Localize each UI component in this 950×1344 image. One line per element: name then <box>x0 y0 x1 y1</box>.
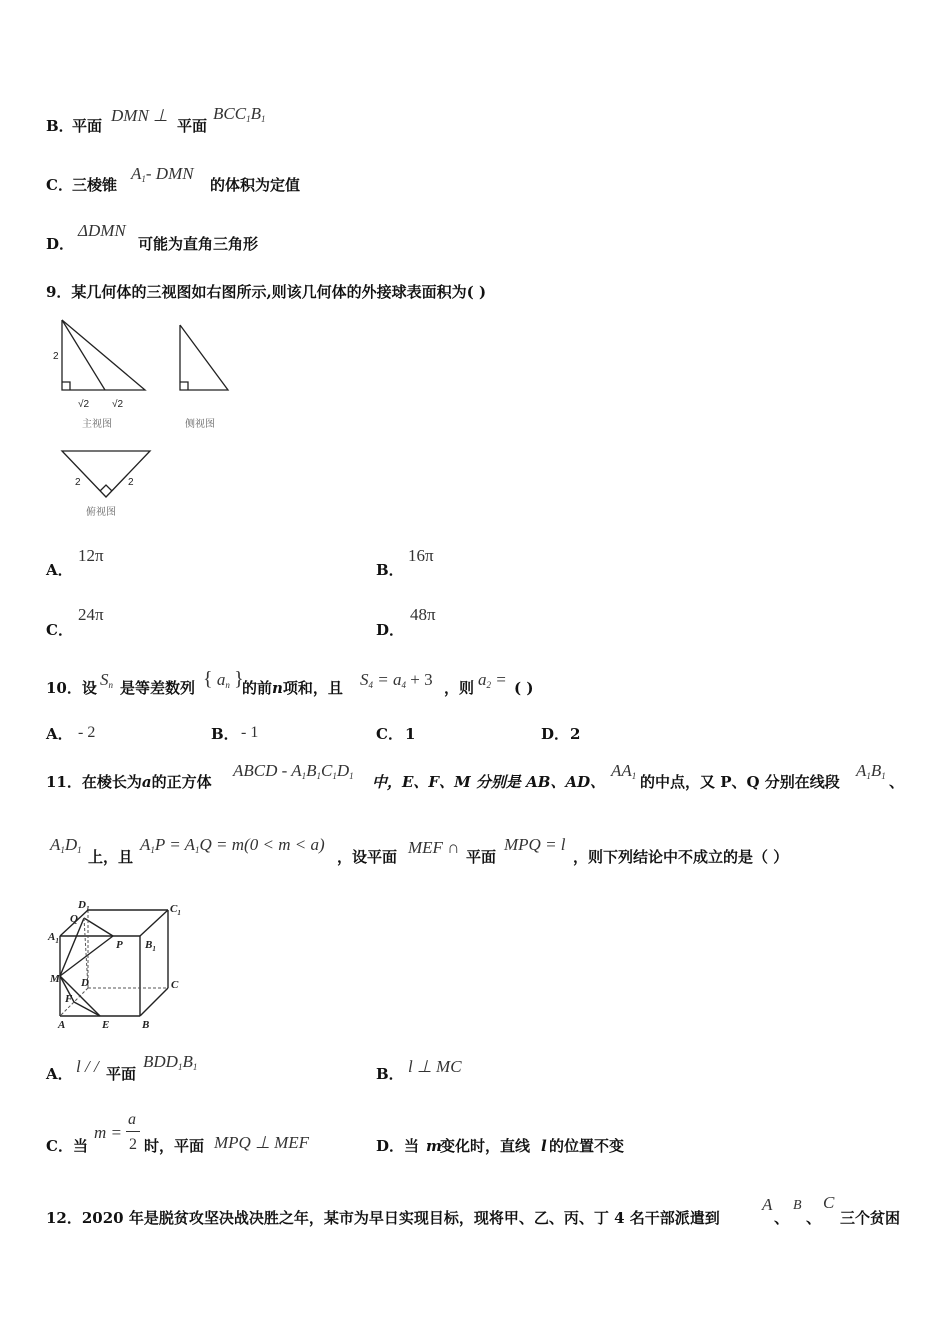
math: l ⊥ MC <box>408 1057 462 1076</box>
front-base-left-label: √2 <box>78 399 90 410</box>
text: 平面 <box>106 1065 137 1083</box>
text: 的位置不变 <box>549 1137 625 1155</box>
math: 12π <box>78 546 104 565</box>
front-height-label: 2 <box>53 351 59 362</box>
var-m: m <box>426 1137 442 1155</box>
vertex-c1: $C_1$ <box>170 903 181 917</box>
math: $BDD_1B_1$ <box>143 1052 198 1072</box>
text: 平面 <box>177 117 208 135</box>
var-l: l <box>541 1137 547 1155</box>
point-p: P <box>116 939 123 951</box>
top-view <box>62 451 150 497</box>
math: $BCC_1B_1$ <box>213 104 266 124</box>
point-f: F <box>65 993 73 1005</box>
option-value: 2 <box>570 725 581 743</box>
side-view-caption: 侧视图 <box>185 419 215 430</box>
option-label: C． <box>376 725 403 743</box>
text: 平面 <box>72 117 103 135</box>
vertex-d1: $D_1$ <box>78 899 90 913</box>
top-right-label: 2 <box>128 477 134 488</box>
option-label: D．当 <box>376 1137 420 1155</box>
option-label: D． <box>46 235 75 253</box>
option-label: D． <box>541 725 570 743</box>
text: 变化时，直线 <box>440 1137 531 1155</box>
math: - 2 <box>78 724 96 741</box>
side-view <box>180 325 228 390</box>
three-view-figure <box>50 315 250 525</box>
text: 可能为直角三角形 <box>138 235 259 253</box>
math: $A_1-$ DMN <box>131 164 194 184</box>
vertex-a: A <box>58 1019 66 1031</box>
option-label: B． <box>211 725 239 743</box>
text: 三棱锥 <box>72 176 118 194</box>
option-label: C． <box>46 621 73 639</box>
fraction-bar <box>126 1131 140 1132</box>
option-value: 1 <box>405 725 416 743</box>
top-left-label: 2 <box>75 477 81 488</box>
option-label: D． <box>376 621 405 639</box>
math: 24π <box>78 605 104 624</box>
front-view <box>62 320 145 390</box>
text: 的体积为定值 <box>210 176 301 194</box>
fraction-numerator: a <box>128 1111 136 1128</box>
cube-figure <box>48 898 198 1033</box>
math: m = <box>94 1123 122 1142</box>
math: MPQ ⊥ MEF <box>214 1133 310 1152</box>
option-label: C．当 <box>46 1137 88 1155</box>
math: - 1 <box>241 724 259 741</box>
point-e: E <box>102 1019 110 1031</box>
math: 48π <box>410 605 436 624</box>
front-view-caption: 主视图 <box>82 419 112 430</box>
option-label: A． <box>46 561 73 579</box>
front-base-right-label: √2 <box>112 399 124 410</box>
option-label: C． <box>46 176 73 194</box>
math: DMN ⊥ <box>111 106 168 125</box>
option-label: B． <box>376 561 404 579</box>
fraction-denominator: 2 <box>129 1136 137 1153</box>
math: 16π <box>408 546 434 565</box>
option-label: B． <box>46 117 74 135</box>
math: l / / <box>76 1057 99 1076</box>
text: 时，平面 <box>144 1137 205 1155</box>
point-q: Q <box>70 913 78 925</box>
option-label: A． <box>46 1065 73 1083</box>
vertex-a1: $A_1$ <box>48 931 59 945</box>
math: ΔDMN <box>78 221 126 240</box>
vertex-d: D <box>81 977 89 989</box>
q9-stem: 9．某几何体的三视图如右图所示,则该几何体的外接球表面积为( ) <box>46 283 487 301</box>
vertex-c: C <box>171 979 179 991</box>
vertex-b: B <box>142 1019 150 1031</box>
option-label: B． <box>376 1065 404 1083</box>
vertex-b1: $B_1$ <box>145 939 156 953</box>
point-m: M <box>50 973 60 985</box>
top-view-caption: 俯视图 <box>86 507 116 518</box>
option-label: A． <box>46 725 73 743</box>
